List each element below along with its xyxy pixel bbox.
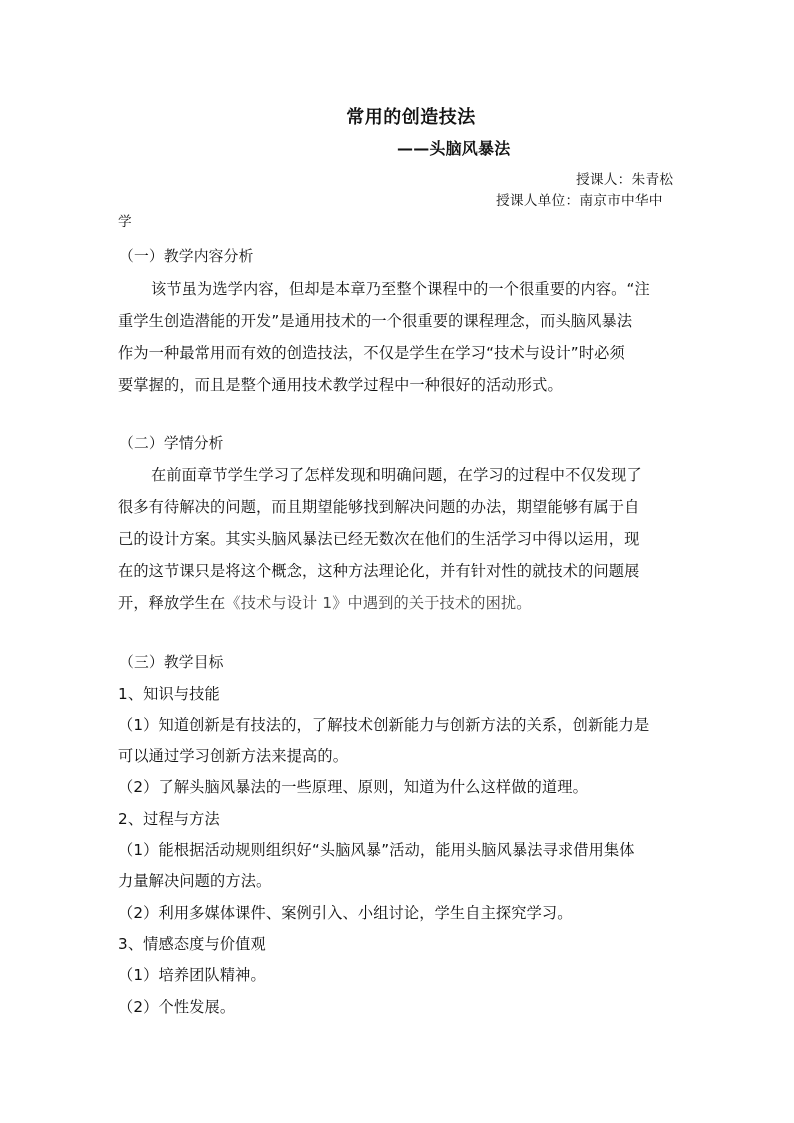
student-analysis-line: 在前面章节学生学习了怎样发现和明确问题，在学习的过程中不仅发现了	[151, 466, 642, 484]
document-title: 常用的创造技法	[346, 107, 476, 128]
content-analysis-line: 该节虽为选学内容，但却是本章乃至整个课程中的一个很重要的内容。“注	[151, 280, 650, 298]
goal-item: （2）利用多媒体课件、案例引入、小组讨论，学生自主探究学习。	[118, 904, 573, 922]
goal-item: （1）培养团队精神。	[118, 966, 266, 984]
student-analysis-last-line	[118, 593, 532, 613]
goal-category-knowledge-skills: 1、知识与技能	[118, 685, 220, 703]
content-analysis-line: 要掌握的，而且是整个通用技术教学过程中一种很好的活动形式。	[118, 376, 563, 394]
section-heading-content-analysis: （一）教学内容分析	[119, 248, 254, 265]
document-subtitle: ——头脑风暴法	[397, 139, 511, 158]
goal-item: （2）了解头脑风暴法的一些原理、原则，知道为什么这样做的道理。	[118, 778, 588, 796]
goal-category-process-methods: 2、过程与方法	[118, 810, 220, 828]
student-analysis-line: 己的设计方案。其实头脑风暴法已经无数次在他们的生活学习中得以运用，现	[118, 530, 640, 548]
teacher-unit: 授课人单位：南京市中华中	[496, 193, 663, 209]
student-analysis-last-line-main: 开，释放学生在	[118, 594, 226, 612]
goal-category-attitudes-values: 3、情感态度与价值观	[118, 935, 266, 953]
content-analysis-line: 重学生创造潜能的开发”是通用技术的一个很重要的课程理念，而头脑风暴法	[118, 312, 633, 330]
student-analysis-line: 在的这节课只是将这个概念，这种方法理论化，并有针对性的就技术的问题展	[118, 562, 640, 580]
student-analysis-line: 很多有待解决的问题，而且期望能够找到解决问题的办法，期望能够有属于自	[118, 498, 640, 516]
goal-item: （1）能根据活动规则组织好“头脑风暴”活动，能用头脑风暴法寻求借用集体	[118, 841, 635, 859]
section-heading-student-analysis: （二）学情分析	[119, 435, 224, 452]
content-analysis-line: 作为一种最常用而有效的创造技法，不仅是学生在学习“技术与设计”时必须	[118, 344, 625, 362]
goal-item: （2）个性发展。	[118, 998, 236, 1016]
goal-item: （1）知道创新是有技法的，了解技术创新能力与创新方法的关系，创新能力是	[118, 716, 650, 734]
student-analysis-last-line-book-reference: 《技术与设计 1》中遇到的关于技术的困扰。	[225, 594, 532, 612]
teacher-unit-continuation: 学	[118, 214, 132, 230]
goal-item: 力量解决问题的方法。	[118, 872, 272, 890]
teacher-name: 授课人：朱青松	[576, 172, 674, 188]
section-heading-teaching-goals: （三）教学目标	[119, 654, 224, 671]
goal-item: 可以通过学习创新方法来提高的。	[118, 747, 349, 765]
